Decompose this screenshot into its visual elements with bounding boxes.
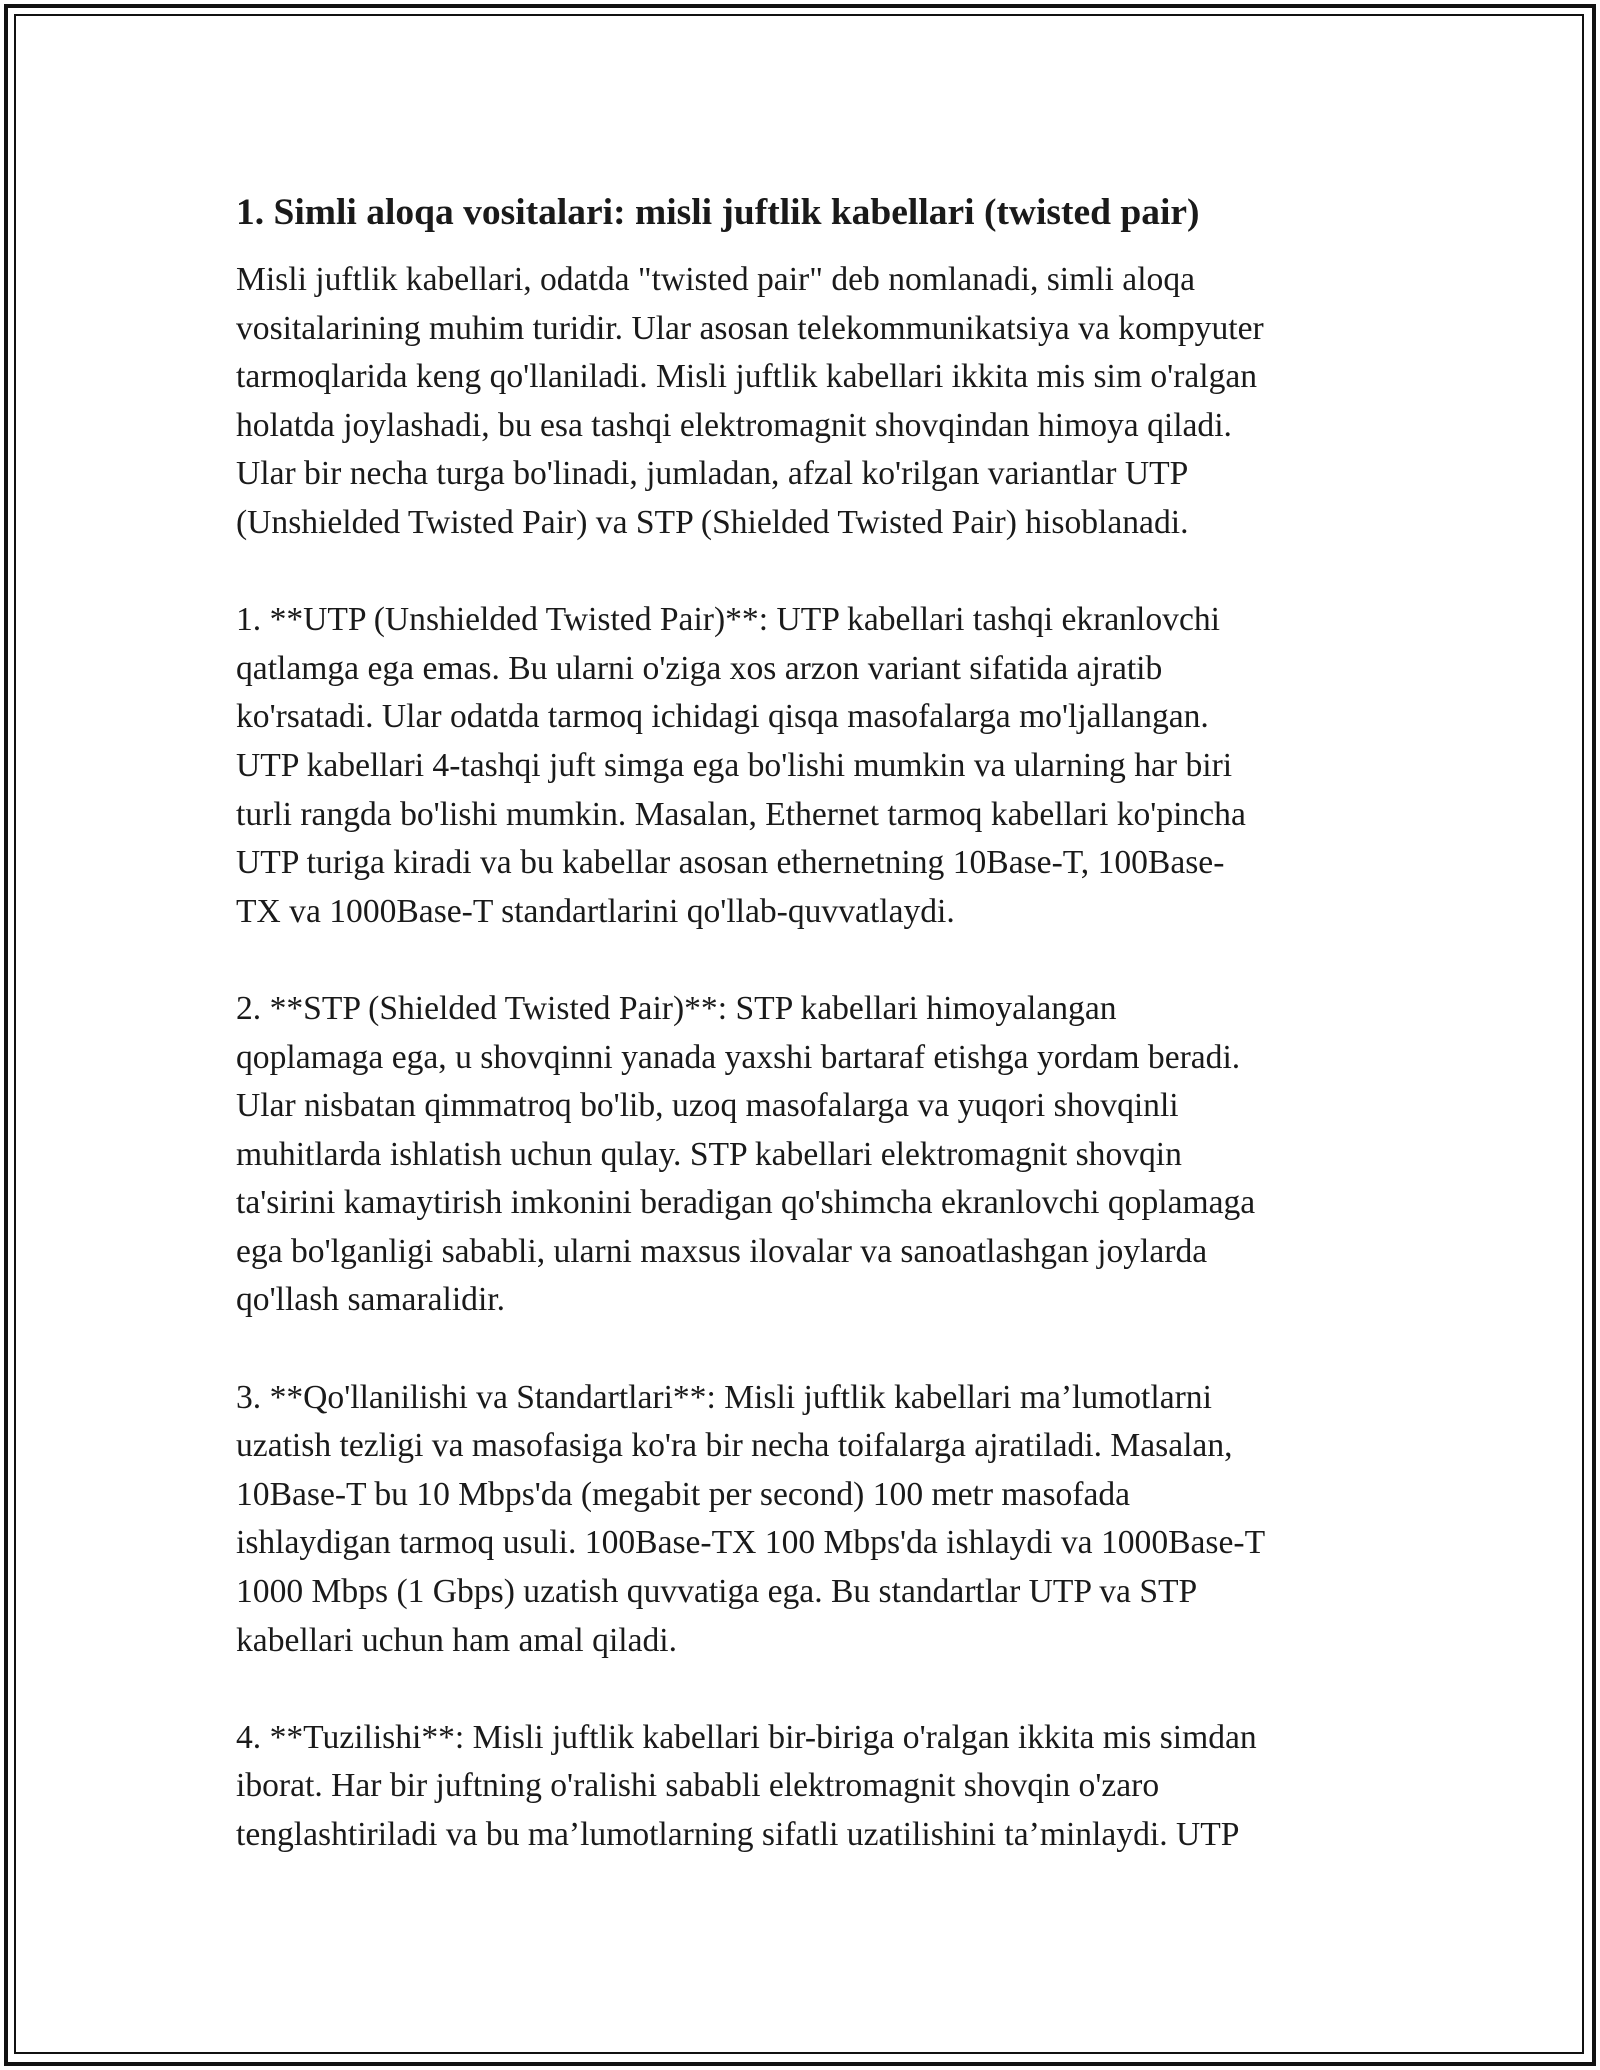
section-heading: 1. Simli aloqa vositalari: misli juftlik kabellari (twisted pair) [236,192,1200,233]
text-line: 3. **Qo'llanilishi va Standartlari**: Misli juftlik kabellari ma’lumotlarni [236,1378,1212,1416]
text-line: Ular bir necha turga bo'linadi, jumladan, afzal ko'rilgan variantlar UTP [236,455,1189,493]
document-body [236,186,1376,1860]
text-line: holatda joylashadi, bu esa tashqi elektromagnit shovqindan himoya qiladi. [236,406,1232,444]
text-line: iborat. Har bir juftning o'ralishi sababli elektromagnit shovqin o'zaro [236,1767,1160,1805]
text-line: qo'llash samaralidir. [236,1281,506,1319]
text-line: vositalarining muhim turidir. Ular asosan telekommunikatsiya va kompyuter [236,309,1264,347]
text-line: uzatish tezligi va masofasiga ko'ra bir necha toifalarga ajratiladi. Masalan, [236,1427,1233,1465]
text-line: qoplamaga ega, u shovqinni yanada yaxshi bartaraf etishga yordam beradi. [236,1038,1241,1076]
text-line: turli rangda bo'lishi mumkin. Masalan, Ethernet tarmoq kabellari ko'pincha [236,795,1246,833]
stp-paragraph [236,985,1376,1325]
text-line: UTP turiga kiradi va bu kabellar asosan ethernetning 10Base-T, 100Base- [236,844,1225,882]
text-line: 4. **Tuzilishi**: Misli juftlik kabellari bir-biriga o'ralgan ikkita mis simdan [236,1718,1257,1756]
text-line: tenglashtiriladi va bu ma’lumotlarning sifatli uzatilishini ta’minlaydi. UTP [236,1816,1240,1853]
text-line: tarmoqlarida keng qo'llaniladi. Misli juftlik kabellari ikkita mis sim o'ralgan [236,358,1258,396]
text-line: 1000 Mbps (1 Gbps) uzatish quvvatiga ega. Bu standartlar UTP va STP [236,1573,1198,1611]
text-line: ta'sirini kamaytirish imkonini beradigan qo'shimcha ekranlovchi qoplamaga [236,1184,1256,1222]
text-line: 10Base-T bu 10 Mbps'da (megabit per second) 100 metr masofada [236,1475,1131,1513]
text-line: ega bo'lganligi sababli, ularni maxsus ilovalar va sanoatlashgan joylarda [236,1232,1208,1270]
text-line: kabellari uchun ham amal qiladi. [236,1621,678,1659]
intro-paragraph [236,256,1376,548]
text-line: 2. **STP (Shielded Twisted Pair)**: STP kabellari himoyalangan [236,989,1117,1027]
text-line: ko'rsatadi. Ular odatda tarmoq ichidagi qisqa masofalarga mo'ljallangan. [236,698,1209,736]
text-line: UTP kabellari 4-tashqi juft simga ega bo'lishi mumkin va ularning har biri [236,746,1233,784]
text-line: qatlamga ega emas. Bu ularni o'ziga xos arzon variant sifatida ajratib [236,649,1163,687]
text-line: 1. **UTP (Unshielded Twisted Pair)**: UTP kabellari tashqi ekranlovchi [236,601,1220,639]
text-line: Misli juftlik kabellari, odatda "twisted pair" deb nomlanadi, simli aloqa [236,261,1196,298]
structure-paragraph [236,1714,1376,1860]
standards-paragraph [236,1374,1376,1666]
text-line: ishlaydigan tarmoq usuli. 100Base-TX 100 Mbps'da ishlaydi va 1000Base-T [236,1524,1266,1562]
text-line: (Unshielded Twisted Pair) va STP (Shielded Twisted Pair) hisoblanadi. [236,503,1189,541]
text-line: Ular nisbatan qimmatroq bo'lib, uzoq masofalarga va yuqori shovqinli [236,1087,1179,1125]
utp-paragraph [236,596,1376,936]
text-line: TX va 1000Base-T standartlarini qo'llab-quvvatlaydi. [236,892,955,930]
text-line: muhitlarda ishlatish uchun qulay. STP kabellari elektromagnit shovqin [236,1135,1182,1173]
